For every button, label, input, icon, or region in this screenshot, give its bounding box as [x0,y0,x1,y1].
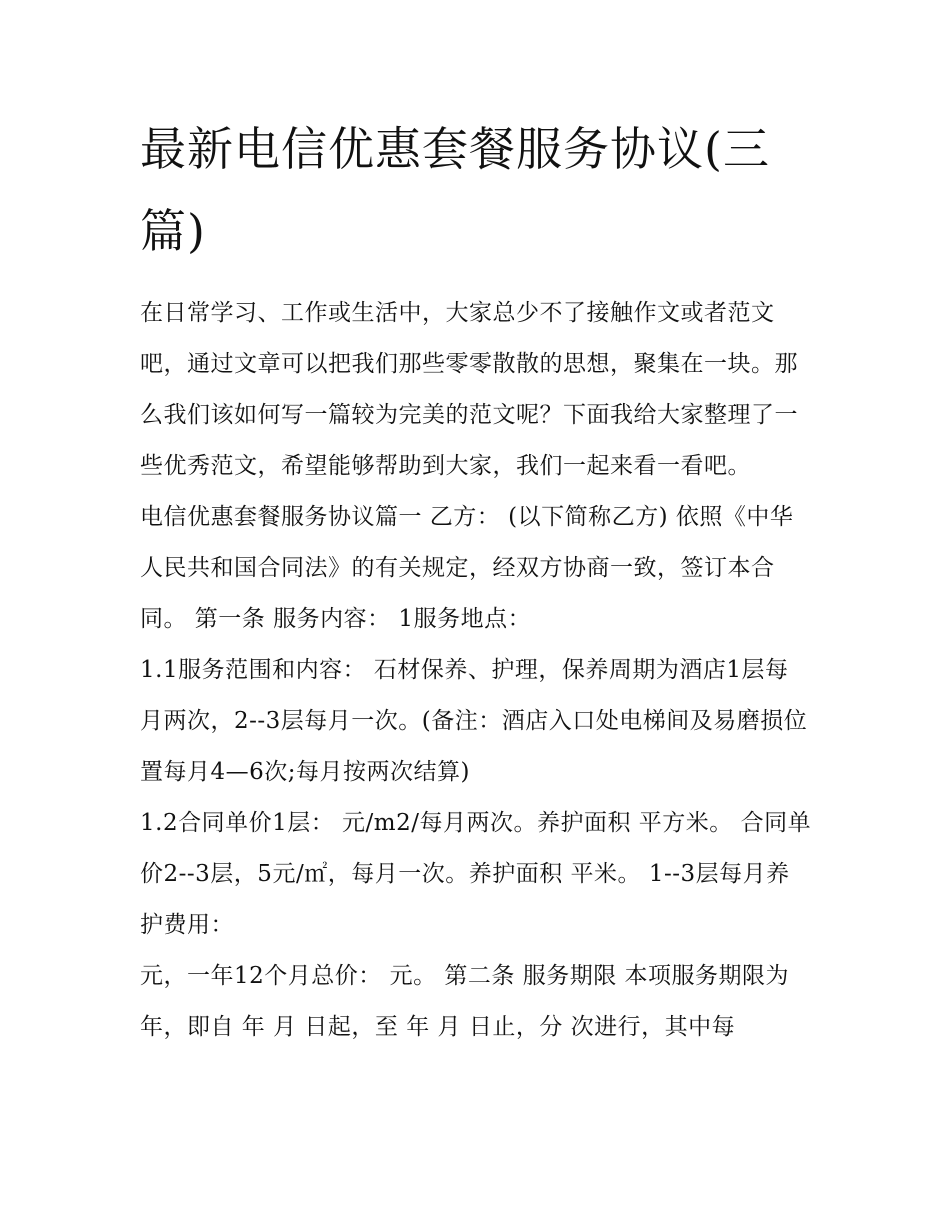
agreement-opening-paragraph: 电信优惠套餐服务协议篇一 乙方： (以下简称乙方) 依照《中华人民共和国合同法》的有关规定，经双方协商一致，签订本合同。 第一条 服务内容： 1服务地点： [140,504,794,632]
intro-paragraph: 在日常学习、工作或生活中，大家总少不了接触作文或者范文吧，通过文章可以把我们那些零零散散的思想，聚集在一块。那么我们该如何写一篇较为完美的范文呢？下面我给大家整理了一些优秀范文，希望能够帮助到大家，我们一起来看一看吧。 [140,300,798,479]
document-title: 最新电信优惠套餐服务协议(三篇) [140,122,770,258]
service-scope-paragraph: 1.1服务范围和内容： 石材保养、护理，保养周期为酒店1层每月两次，2--3层每月一次。(备注：酒店入口处电梯间及易磨损位置每月4—6次;每月按两次结算) [140,657,808,785]
document-body [140,108,812,1053]
unit-price-paragraph: 1.2合同单价1层： 元/m2/每月两次。养护面积 平方米。 合同单价2--3层，5元/㎡，每月一次。养护面积 平米。 1--3层每月养护费用： [140,810,812,938]
service-term-paragraph: 元，一年12个月总价： 元。 第二条 服务期限 本项服务期限为 年，即自 年 月 日起，至 年 月 日止，分 次进行，其中每 [140,963,790,1040]
